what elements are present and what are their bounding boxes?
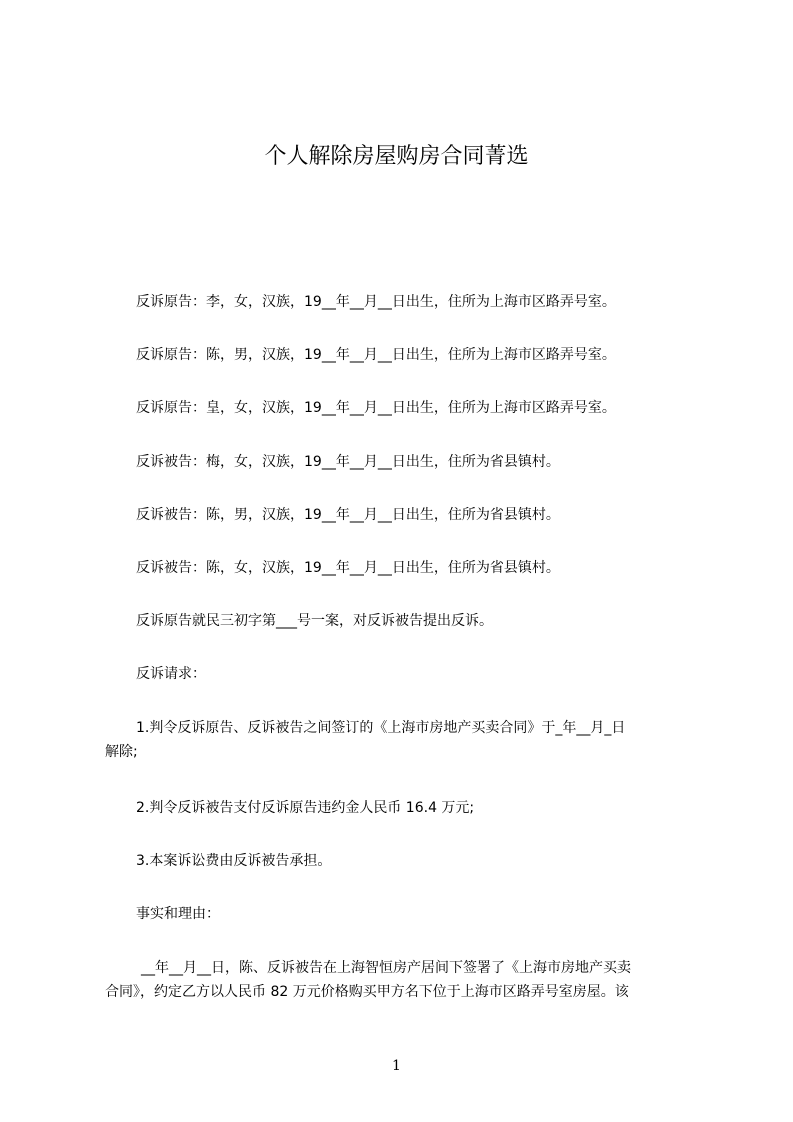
facts-line-1: __年__月__日，陈、反诉被告在上海智恒房产居间下签署了《上海市房地产买卖 <box>141 960 631 976</box>
paragraph-claim-2: 2.判令反诉被告支付反诉原告违约金人民币 16.4 万元; <box>136 800 475 816</box>
page-number: 1 <box>392 1058 401 1074</box>
document-title: 个人解除房屋购房合同菁选 <box>264 144 529 169</box>
paragraph-claim-3: 3.本案诉讼费由反诉被告承担。 <box>136 853 332 869</box>
paragraph-defendant-2: 反诉被告：陈，男，汉族，19__年__月__日出生，住所为省县镇村。 <box>136 507 560 523</box>
paragraph-facts-heading: 事实和理由： <box>136 906 220 922</box>
claim-1-line-1: 1.判令反诉原告、反诉被告之间签订的《上海市房地产买卖合同》于_年__月_日 <box>136 720 626 736</box>
paragraph-plaintiff-3: 反诉原告：皇，女，汉族，19__年__月__日出生，住所为上海市区路弄号室。 <box>136 400 616 416</box>
paragraph-claim-1 <box>105 718 625 762</box>
claim-1-line-2: 解除; <box>105 744 138 760</box>
paragraph-plaintiff-2: 反诉原告：陈，男，汉族，19__年__月__日出生，住所为上海市区路弄号室。 <box>136 347 616 363</box>
facts-line-2: 合同》，约定乙方以人民币 82 万元价格购买甲方名下位于上海市区路弄号室房屋。该 <box>105 984 629 1000</box>
paragraph-defendant-1: 反诉被告：梅，女，汉族，19__年__月__日出生，住所为省县镇村。 <box>136 454 560 470</box>
paragraph-facts <box>105 958 631 1002</box>
paragraph-defendant-3: 反诉被告：陈，女，汉族，19__年__月__日出生，住所为省县镇村。 <box>136 560 560 576</box>
paragraph-plaintiff-1: 反诉原告：李，女，汉族，19__年__月__日出生，住所为上海市区路弄号室。 <box>136 294 616 310</box>
paragraph-claims-heading: 反诉请求： <box>136 666 206 682</box>
paragraph-case-statement: 反诉原告就民三初字第___号一案，对反诉被告提出反诉。 <box>136 613 493 629</box>
